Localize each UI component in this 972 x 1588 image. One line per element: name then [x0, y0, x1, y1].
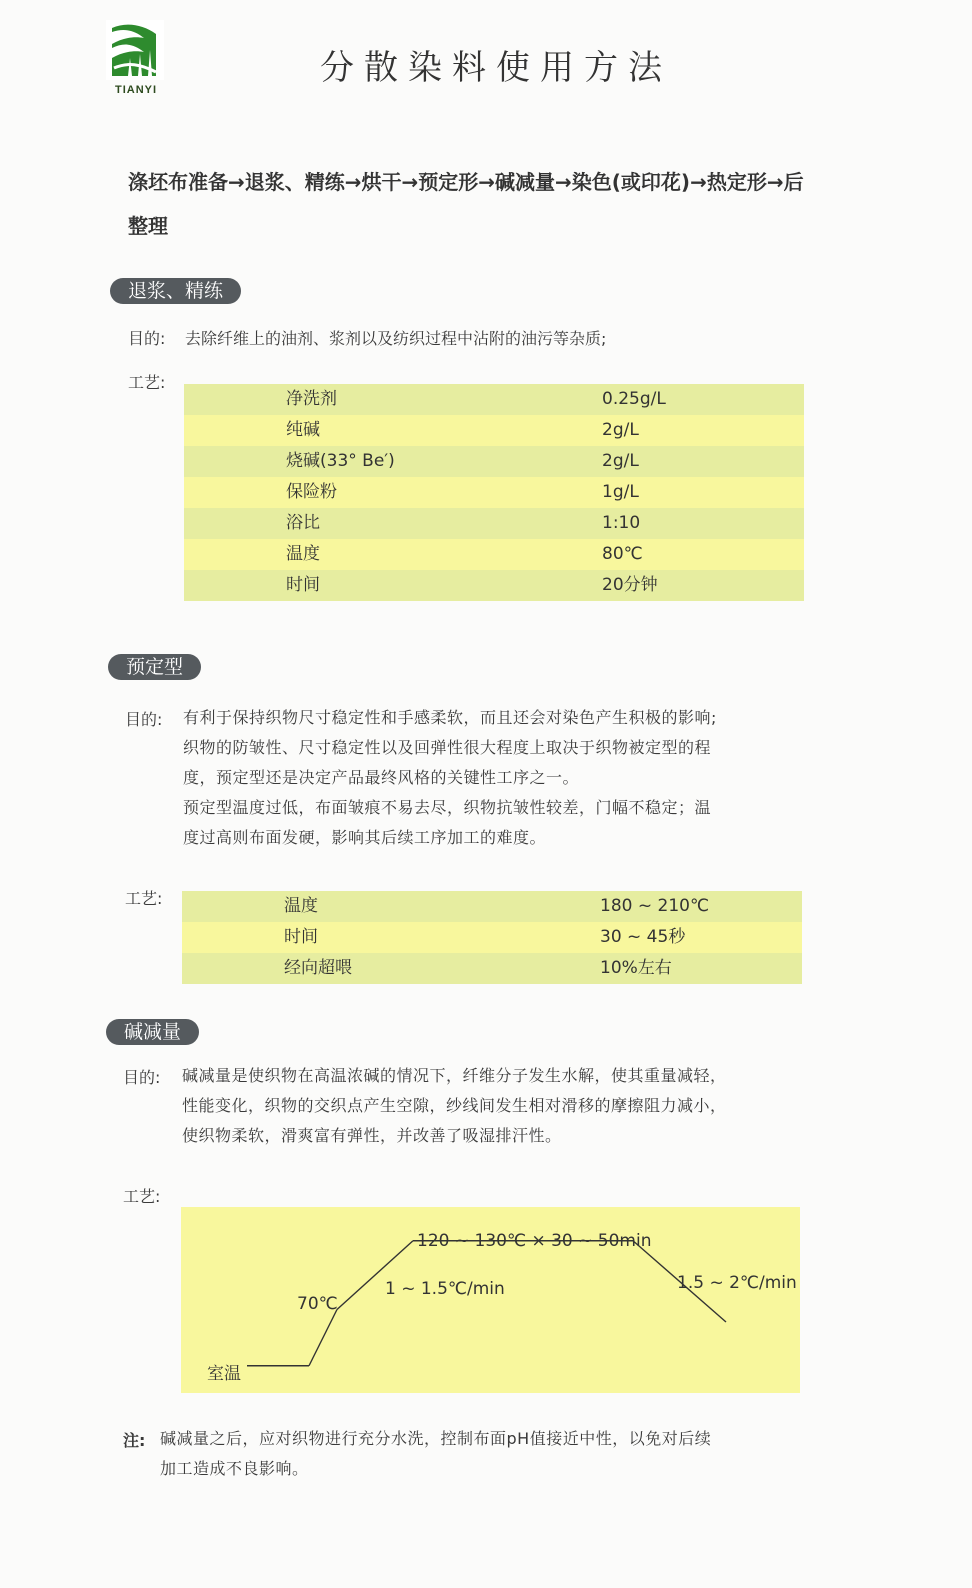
section-heading-desizing: 退浆、精练 [110, 278, 241, 304]
table-row [184, 570, 804, 601]
text-line: 度，预定型还是决定产品最终风格的关键性工序之一。 [183, 768, 580, 787]
table-row [182, 891, 802, 922]
param-value: 80℃ [602, 544, 643, 564]
purpose-label: 目的: [128, 329, 166, 348]
param-value: 2g/L [602, 420, 639, 440]
curve-segment [309, 1310, 337, 1366]
param-name: 净洗剂 [286, 389, 337, 409]
param-value: 180 ~ 210℃ [600, 896, 710, 916]
table-row [184, 508, 804, 539]
purpose-label: 目的: [123, 1068, 161, 1087]
text-line: 使织物柔软，滑爽富有弹性，并改善了吸湿排汗性。 [182, 1126, 562, 1145]
label-cool-rate: 1.5 ~ 2℃/min [677, 1273, 797, 1293]
param-name: 经向超喂 [284, 958, 352, 978]
curve-segment [337, 1241, 413, 1310]
table-row [182, 922, 802, 953]
text-line: 碱减量之后，应对织物进行充分水洗，控制布面pH值接近中性，以免对后续 [160, 1429, 712, 1448]
note-label: 注: [123, 1431, 146, 1450]
param-value: 1:10 [602, 513, 641, 533]
purpose-text: 去除纤维上的油剂、浆剂以及纺织过程中沾附的油污等杂质; [185, 329, 607, 348]
table-row [184, 477, 804, 508]
param-name: 纯碱 [286, 420, 320, 440]
note-text [160, 1424, 820, 1484]
param-name: 温度 [284, 896, 318, 916]
param-name: 浴比 [286, 513, 320, 533]
purpose-label: 目的: [125, 710, 163, 729]
text-line: 碱减量是使织物在高温浓碱的情况下，纤维分子发生水解，使其重量减轻， [182, 1066, 727, 1085]
param-name: 时间 [286, 575, 320, 595]
table-row [184, 415, 804, 446]
param-name: 温度 [286, 544, 320, 564]
desizing-recipe-table [184, 384, 804, 601]
alkali-purpose [182, 1061, 822, 1151]
page-title: 分散染料使用方法 [320, 48, 672, 88]
presetting-recipe-table [182, 891, 802, 984]
presetting-purpose [183, 703, 813, 853]
param-value: 30 ~ 45秒 [600, 927, 686, 947]
label-room-temp: 室温 [207, 1364, 241, 1384]
param-name: 时间 [284, 927, 318, 947]
param-name: 烧碱(33° Be′) [286, 451, 395, 471]
text-line: 织物的防皱性、尺寸稳定性以及回弹性很大程度上取决于织物被定型的程 [183, 738, 712, 757]
table-row [184, 384, 804, 415]
param-name: 保险粉 [286, 482, 337, 502]
process-flow: 涤坯布准备→退浆、精练→烘干→预定形→碱减量→染色(或印花)→热定形→后整理 [128, 170, 804, 238]
param-value: 1g/L [602, 482, 639, 502]
brand-name: TIANYI [114, 84, 158, 96]
text-line: 度过高则布面发硬，影响其后续工序加工的难度。 [183, 828, 547, 847]
process-label: 工艺: [123, 1187, 161, 1206]
process-label: 工艺: [125, 889, 163, 908]
section-heading-presetting: 预定型 [108, 654, 201, 680]
label-step-temp: 70℃ [297, 1294, 338, 1314]
text-line: 加工造成不良影响。 [160, 1459, 309, 1478]
param-value: 10%左右 [600, 958, 672, 978]
temperature-profile-chart [181, 1207, 800, 1393]
label-heat-rate: 1 ~ 1.5℃/min [385, 1279, 505, 1299]
table-row [182, 953, 802, 984]
text-line: 性能变化，织物的交织点产生空隙，纱线间发生相对滑移的摩擦阻力减小， [182, 1096, 727, 1115]
param-value: 20分钟 [602, 575, 658, 595]
param-value: 2g/L [602, 451, 639, 471]
text-line: 有利于保持织物尺寸稳定性和手感柔软，而且还会对染色产生积极的影响; [183, 708, 717, 727]
table-row [184, 539, 804, 570]
table-row [184, 446, 804, 477]
process-label: 工艺: [128, 373, 166, 392]
text-line: 预定型温度过低，布面皱痕不易去尽，织物抗皱性较差，门幅不稳定；温 [183, 798, 712, 817]
label-hold: 120 ~ 130℃ × 30 ~ 50min [417, 1231, 652, 1251]
param-value: 0.25g/L [602, 389, 666, 409]
section-heading-alkali-reduction: 碱减量 [106, 1019, 199, 1045]
